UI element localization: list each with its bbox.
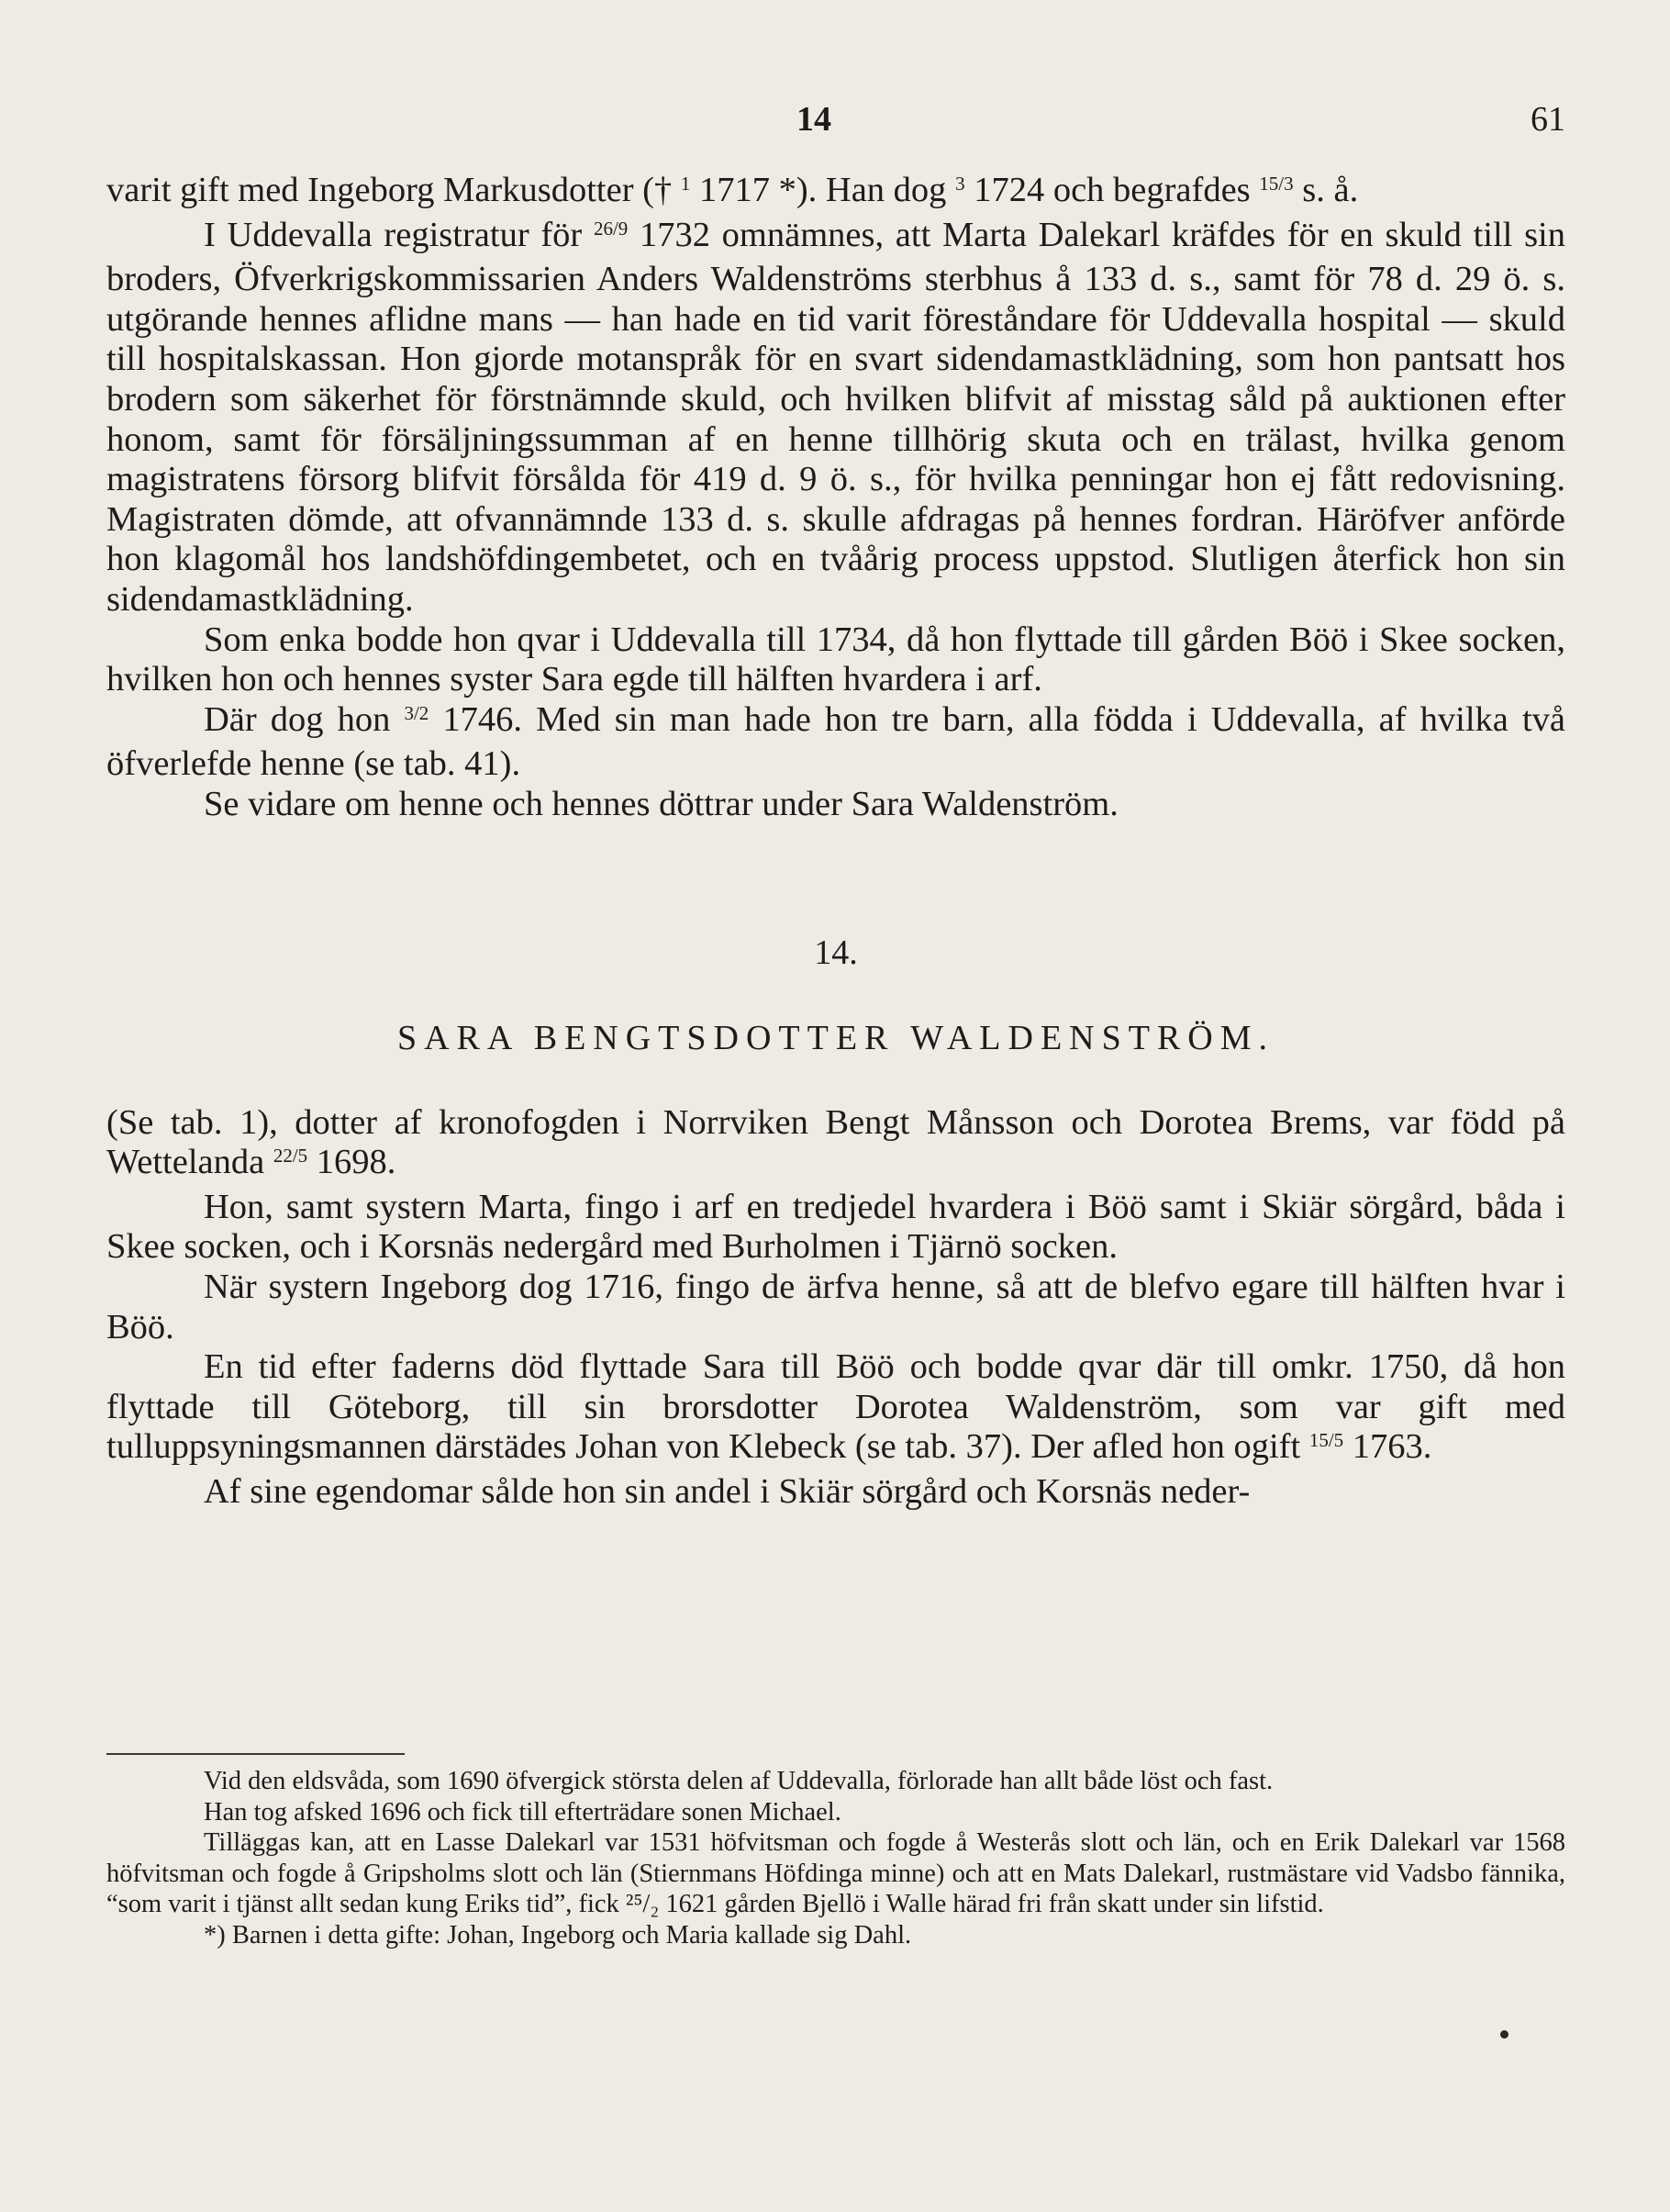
paragraph: En tid efter faderns död flyttade Sara till Böö och bodde qvar där till omkr. 1750, då hon flyttade till Göteborg, till sin brorsdotter Dorotea Waldenström, som var gift med tulluppsyningsmannen därstädes Johan von Klebeck (se tab. 37). Der afled hon ogift $^{15/5}$ 1763. bbox=[106, 1347, 1565, 1467]
footnote: Han tog afsked 1696 och fick till efterträdare sonen Michael. bbox=[204, 1797, 841, 1827]
section-marker: 14 bbox=[796, 100, 831, 139]
ink-speck bbox=[1500, 2030, 1509, 2039]
footnote: Tilläggas kan, att en Lasse Dalekarl var 1531 höfvitsman och fogde å Westerås slott och län, och en Erik Dalekarl var 1568 höfvitsman och fogde å Gripsholms slott och län (Stiernmans Höfdinga minne) och att en Mats Dalekarl, rustmästare vid Vadsbo fännika, “som varit i tjänst allt sedan kung Eriks tid”, fick ²⁵/₂ 1621 gården Bjellö i Walle härad fri från skatt under sin lifstid. bbox=[106, 1828, 1565, 1918]
footnotes bbox=[106, 1766, 1565, 1950]
paragraph: Som enka bodde hon qvar i Uddevalla till 1734, då hon flyttade till gården Böö i Skee socken, hvilken hon och hennes syster Sara egde till hälften hvardera i arf. bbox=[106, 620, 1565, 699]
footnote: *) Barnen i detta gifte: Johan, Ingeborg och Maria kallade sig Dahl. bbox=[204, 1920, 912, 1949]
paragraph: Hon, samt systern Marta, fingo i arf en tredjedel hvardera i Böö samt i Skiär sörgård, båda i Skee socken, och i Korsnäs nedergård med Burholmen i Tjärnö socken. bbox=[106, 1187, 1565, 1267]
section-title: SARA BENGTSDOTTER WALDENSTRÖM. bbox=[396, 1019, 1275, 1058]
page-number: 61 bbox=[1531, 100, 1565, 139]
footnote-divider bbox=[106, 1753, 405, 1755]
paragraph: I Uddevalla registratur för $^{26/9}$ 1732 omnämnes, att Marta Dalekarl kräfdes för en skuld till sin broders, Öfverkrigskommissarien Anders Waldenströms sterbhus å 133 d. s., samt för 78 d. 29 ö. s. utgörande hennes aflidne mans — han hade en tid varit föreståndare för Uddevalla hospital — skuld till hospitalskassan. Hon gjorde motanspråk för en svart sidendamastklädning, som hon pantsatt hos brodern som säkerhet för förstnämnde skuld, och hvilken blifvit af misstag såld på auktionen efter honom, samt för försäljningssumman af en henne tillhörig skuta och en trälast, hvilka genom magistratens försorg blifvit försålda för 419 d. 9 ö. s., för hvilka penningar hon ej fått redovisning. Magistraten dömde, att ofvannämnde 133 d. s. skulle afdragas på hennes fordran. Häröfver anförde hon klagomål hos landshöfdingembetet, och en tvåårig process uppstod. Slutligen återfick hon sin sidendamastklädning. bbox=[106, 215, 1565, 619]
page-header bbox=[106, 99, 1565, 154]
paragraph: Se vidare om henne och hennes döttrar under Sara Waldenström. bbox=[204, 784, 1119, 823]
paragraph: varit gift med Ingeborg Markusdotter († $^1$ 1717 *). Han dog $^3$ 1724 och begrafdes $^{15/3}$ s. å. bbox=[106, 171, 1359, 209]
paragraph: När systern Ingeborg dog 1716, fingo de ärfva henne, så att de blefvo egare till hälften hvar i Böö. bbox=[106, 1268, 1565, 1346]
paragraph: Af sine egendomar sålde hon sin andel i Skiär sörgård och Korsnäs neder- bbox=[204, 1472, 1251, 1512]
paragraph: Där dog hon $^{3/2}$ 1746. Med sin man hade hon tre barn, alla födda i Uddevalla, af hvilka två öfverlefde henne (se tab. 41). bbox=[106, 699, 1565, 784]
main-text bbox=[106, 171, 1565, 1513]
paragraph: (Se tab. 1), dotter af kronofogden i Norrviken Bengt Månsson och Dorotea Brems, var född på Wettelanda $^{22/5}$ 1698. bbox=[106, 1102, 1565, 1182]
section-number: 14. bbox=[814, 933, 858, 972]
footnote: Vid den eldsvåda, som 1690 öfvergick största delen af Uddevalla, förlorade han allt både löst och fast. bbox=[204, 1767, 1274, 1795]
